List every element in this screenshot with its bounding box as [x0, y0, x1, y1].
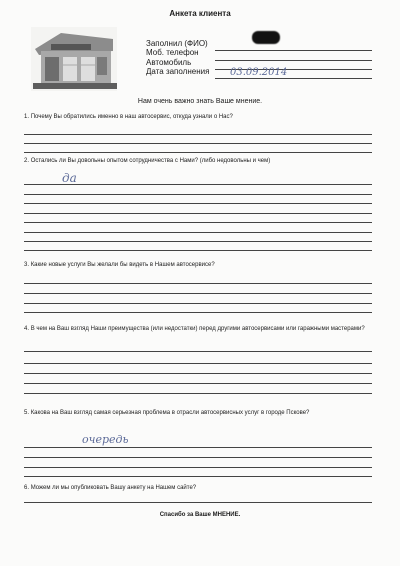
full-name-line: [215, 50, 372, 51]
answer-line: [24, 393, 372, 394]
answer-line: [24, 373, 372, 374]
car-service-building-image: [31, 27, 117, 91]
question-number: 6.: [24, 485, 30, 491]
answer-line: [24, 457, 372, 458]
question-text: Какие новые услуги Вы желали бы видеть в Нашем автосервисе?: [30, 262, 215, 268]
answer-line: [24, 383, 372, 384]
answer-line: [24, 143, 372, 144]
question-6: [24, 484, 374, 492]
fill-date-label: Дата заполнения: [146, 67, 210, 76]
full-name-label: Заполнил (ФИО): [146, 39, 208, 48]
question-5: [24, 409, 374, 417]
answer-line: [24, 222, 372, 223]
question-number: 5.: [24, 410, 30, 416]
answer-line: [24, 134, 372, 135]
question-text: Можем ли мы опубликовать Вашу анкету на Нашем сайте?: [30, 485, 197, 491]
answer-line: [24, 250, 372, 251]
answer-line: [24, 363, 372, 364]
car-label: Автомобиль: [146, 58, 192, 67]
question-text: Почему Вы обратились именно в наш автосервис, откуда узнали о Нас?: [30, 114, 233, 120]
mobile-phone-label: Моб. телефон: [146, 48, 199, 57]
question-1: [24, 113, 374, 121]
answer-line: [24, 152, 372, 153]
answer-line: [24, 203, 372, 204]
answer-line: [24, 241, 372, 242]
question-2-answer: да: [62, 171, 77, 185]
fill-date-line: [215, 78, 372, 79]
mobile-phone-line: [215, 60, 372, 61]
question-3: [24, 261, 374, 269]
question-number: 2.: [24, 158, 30, 164]
question-5-answer: очередь: [82, 433, 129, 446]
answer-line: [24, 213, 372, 214]
fill-date-answer: 03.09.2014: [230, 67, 288, 78]
question-number: 3.: [24, 262, 30, 268]
answer-line: [24, 293, 372, 294]
answer-line: [24, 312, 372, 313]
question-4: [24, 325, 374, 333]
answer-line: [24, 351, 372, 352]
question-2: [24, 157, 374, 165]
answer-line: [24, 476, 372, 477]
answer-line: [24, 467, 372, 468]
question-text: В чем на Ваш взгляд Наши преимущества (или недостатки) перед другими автосервисами или гаражными мастерами?: [30, 326, 365, 332]
footer-thanks: Спасибо за Ваше МНЕНИЕ.: [159, 512, 241, 518]
question-number: 1.: [24, 114, 30, 120]
answer-line: [24, 447, 372, 448]
question-number: 4.: [24, 326, 30, 332]
answer-line: [24, 283, 372, 284]
form-title: Анкета клиента: [169, 9, 231, 18]
question-text: Остались ли Вы довольны опытом сотрудничества с Нами? (либо недовольны и чем): [30, 158, 271, 164]
intro-text: Нам очень важно знать Ваше мнение.: [137, 98, 263, 105]
answer-line: [24, 194, 372, 195]
answer-line: [24, 502, 372, 503]
answer-line: [24, 184, 372, 185]
question-text: Какова на Ваш взгляд самая серьезная проблема в отрасли автосервисных услуг в городе Пскове?: [30, 410, 310, 416]
answer-line: [24, 303, 372, 304]
redaction-mark: [252, 31, 280, 44]
answer-line: [24, 232, 372, 233]
